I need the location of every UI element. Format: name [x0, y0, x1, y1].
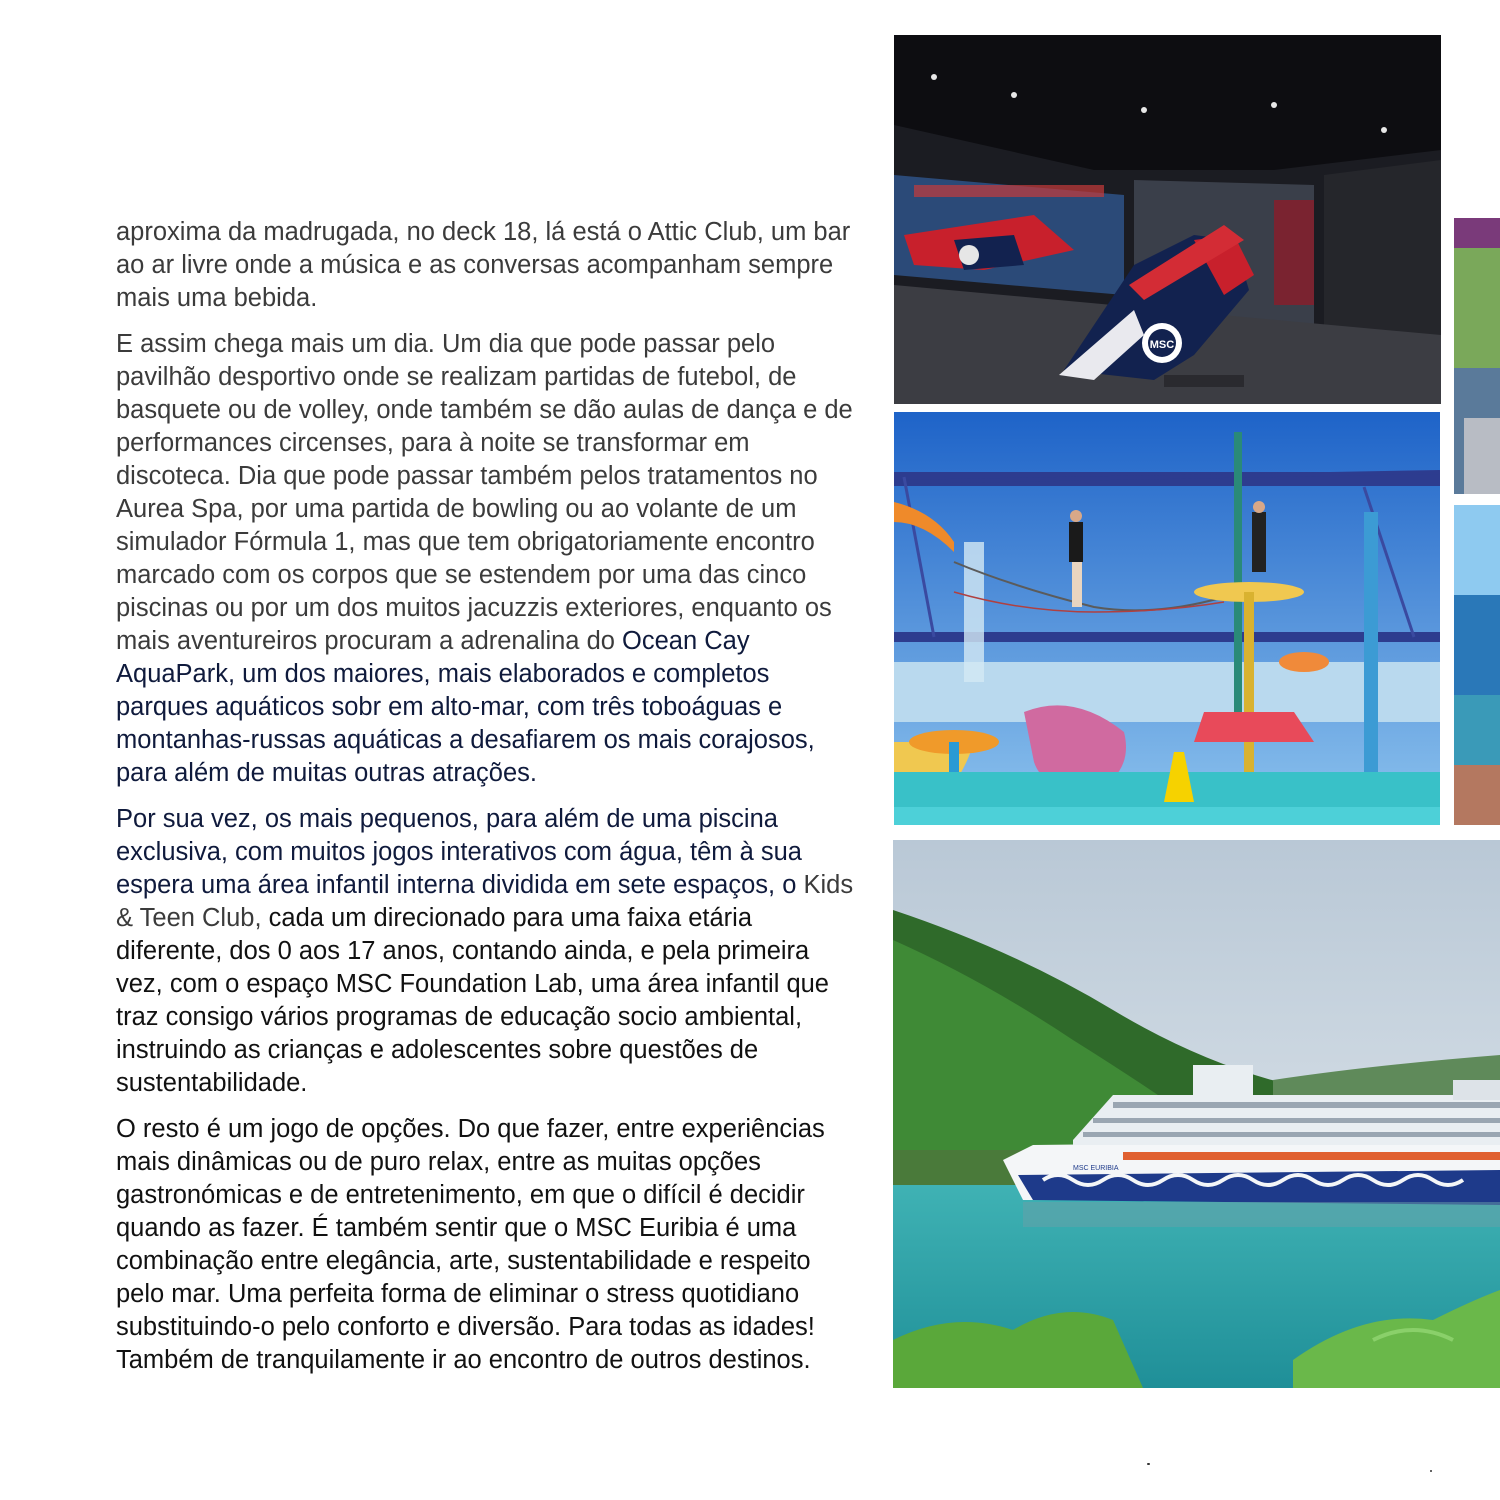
article-body — [116, 216, 856, 1390]
text-run: cada um direcionado para uma faixa etária diferente, dos 0 aos 17 anos, contando ainda, e pela primeira vez, com o espaço MSC Foundation Lab, uma área infantil que traz consigo vários programas de educação socio ambiental, instruindo as crianças e adolescentes sobre questões de sustentabilidade. — [116, 904, 829, 1097]
text-run: E assim chega mais um dia. Um dia que pode passar pelo pavilhão desportivo onde se realizam partidas de futebol, de basquete ou de volley, onde também se dão aulas de dança e de performances circenses, para à noite se transformar em discoteca. Dia que pode passar também pelos tratamentos no Aurea Spa, por uma partida de bowling ou ao volante de um simulador Fórmula 1, mas que tem obrigatoriamente encontro marcado com os corpos que se estendem por uma das cinco piscinas ou por um dos muitos jacuzzis exteriores, enquanto os mais aventureiros procuram a adrenalina do — [116, 330, 853, 655]
text-run-kids-club: Kids & Teen Club, — [116, 871, 854, 932]
cropped-side-photo — [1454, 218, 1500, 494]
ship-name-label: MSC EURIBIA — [1073, 1165, 1119, 1172]
text-run: O resto é um jogo de opções. Do que fazer, entre experiências mais dinâmicas ou de puro relax, entre as muitas opções gastronómicas e de entretenimento, em que o difícil é decidir quando as fazer. É também sentir que o MSC Euribia é uma combinação entre elegância, arte, sustentabilidade e respeito pelo mar. Uma perfeita forma de eliminar o stress quotidiano substituindo-o pelo conforto e diversão. Para todas as idades! Também de tranquilamente ir ao encontro de outros destinos. — [116, 1115, 825, 1374]
paragraph-conclusion — [116, 1113, 856, 1377]
msc-logo: MSC — [1149, 339, 1175, 351]
paragraph-kids — [116, 803, 856, 1100]
text-run-aquapark: Ocean Cay AquaPark, um dos maiores, mais elaborados e completos parques aquáticos sobr em alto-mar, com três toboáguas e montanhas-russas aquáticas a desafiarem os mais corajosos, para além de muitas outras atrações. — [116, 627, 815, 787]
text-run: aproxima da madrugada, no deck 18, lá está o Attic Club, um bar ao ar livre onde a música e as conversas acompanham sempre mais uma bebida. — [116, 218, 851, 312]
text-run: Por sua vez, os mais pequenos, para além de uma piscina exclusiva, com muitos jogos interativos com água, têm à sua espera uma área infantil interna dividida em sete espaços, o — [116, 805, 804, 899]
cropped-side-photo — [1454, 505, 1500, 825]
page-mark — [1147, 1463, 1150, 1465]
paragraph-attic-club — [116, 216, 856, 315]
page-mark — [1430, 1470, 1432, 1472]
paragraph-day-activities — [116, 328, 856, 790]
cruise-ship-photo — [893, 840, 1500, 1388]
aquapark-photo — [894, 412, 1440, 825]
f1-simulator-photo — [894, 35, 1441, 404]
